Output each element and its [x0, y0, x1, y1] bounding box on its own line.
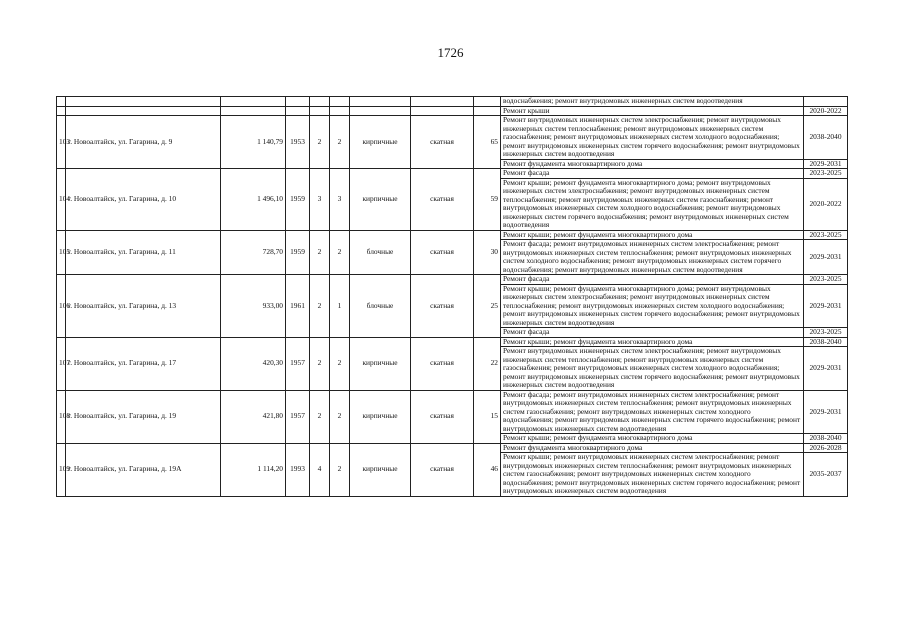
row-number: 106: [57, 275, 66, 338]
work-description: Ремонт внутридомовых инженерных систем электроснабжения; ремонт внутридомовых инженерных систем теплоснабжения; ремонт внутридомовых инженерных систем газоснабжения; ремонт внутридомовых инженерных систем холодного водоснабжения; ремонт внутридомовых инженерных систем горячего водоснабжения; ремонт внутридомовых инженерных систем водоотведения: [501, 347, 804, 391]
roof-type: скатная: [411, 443, 474, 496]
wear-percent: 30: [474, 230, 501, 275]
work-description: Ремонт крыши; ремонт фундамента многоквартирного дома: [501, 434, 804, 444]
build-year: 1953: [286, 116, 310, 169]
work-description: Ремонт фасада: [501, 328, 804, 338]
entrances-count: 2: [330, 390, 350, 443]
house-area: 1 496,10: [221, 169, 286, 231]
house-area: 1 114,20: [221, 443, 286, 496]
work-description: водоснабжения; ремонт внутридомовых инженерных систем водоотведения: [501, 97, 804, 107]
continuation-row: [57, 97, 848, 107]
row-number: 105: [57, 230, 66, 275]
roof-type: скатная: [411, 390, 474, 443]
wall-material: кирпичные: [350, 116, 411, 169]
roof-type: скатная: [411, 337, 474, 390]
wear-percent: 59: [474, 169, 501, 231]
floors-count: 2: [310, 390, 330, 443]
house-address: г. Новоалтайск, ул. Гагарина, д. 10: [66, 169, 221, 231]
work-years: 2029-2031: [804, 240, 848, 275]
work-years: 2038-2040: [804, 434, 848, 444]
empty-cell: [330, 106, 350, 116]
work-description: Ремонт крыши; ремонт фундамента многоквартирного дома: [501, 230, 804, 240]
house-area: 728,70: [221, 230, 286, 275]
house-address: г. Новоалтайск, ул. Гагарина, д. 19А: [66, 443, 221, 496]
table-row: [57, 275, 848, 285]
work-description: Ремонт фасада: [501, 169, 804, 179]
work-description: Ремонт крыши; ремонт внутридомовых инженерных систем электроснабжения; ремонт внутридомовых инженерных систем теплоснабжения; ремонт внутридомовых инженерных систем газоснабжения; ремонт внутридомовых инженерных систем холодного водоснабжения; ремонт внутридомовых инженерных систем горячего водоснабжения; ремонт внутридомовых инженерных систем водоотведения: [501, 453, 804, 497]
page-number: 1726: [437, 45, 464, 60]
house-address: г. Новоалтайск, ул. Гагарина, д. 17: [66, 337, 221, 390]
work-years: 2029-2031: [804, 347, 848, 391]
build-year: 1959: [286, 230, 310, 275]
empty-cell: [411, 106, 474, 116]
work-years: 2020-2022: [804, 106, 848, 116]
house-area: 933,00: [221, 275, 286, 338]
work-years: 2038-2040: [804, 116, 848, 160]
house-area: 421,80: [221, 390, 286, 443]
wall-material: блочные: [350, 275, 411, 338]
house-address: г. Новоалтайск, ул. Гагарина, д. 19: [66, 390, 221, 443]
floors-count: 3: [310, 169, 330, 231]
entrances-count: 3: [330, 169, 350, 231]
floors-count: 2: [310, 337, 330, 390]
entrances-count: 2: [330, 116, 350, 169]
work-years: 2026-2028: [804, 443, 848, 453]
empty-cell: [310, 106, 330, 116]
work-years: [804, 97, 848, 107]
work-years: 2023-2025: [804, 169, 848, 179]
work-description: Ремонт фасада; ремонт внутридомовых инженерных систем электроснабжения; ремонт внутридомовых инженерных систем теплоснабжения; ремонт внутридомовых инженерных систем холодного водоснабжения; ремонт внутридомовых инженерных систем горячего водоснабжения; ремонт внутридомовых инженерных систем водоотведения: [501, 240, 804, 275]
table-row: [57, 390, 848, 434]
work-years: 2038-2040: [804, 337, 848, 347]
row-number: 107: [57, 337, 66, 390]
wall-material: кирпичные: [350, 169, 411, 231]
empty-cell: [350, 106, 411, 116]
empty-cell: [57, 106, 66, 116]
roof-type: скатная: [411, 116, 474, 169]
wear-percent: 15: [474, 390, 501, 443]
work-description: Ремонт фундамента многоквартирного дома: [501, 159, 804, 169]
floors-count: 2: [310, 275, 330, 338]
housing-repair-table: [56, 96, 848, 497]
house-address: г. Новоалтайск, ул. Гагарина, д. 13: [66, 275, 221, 338]
work-years: 2023-2025: [804, 275, 848, 285]
wear-percent: 22: [474, 337, 501, 390]
work-years: 2029-2031: [804, 159, 848, 169]
row-number: 103: [57, 116, 66, 169]
work-years: 2035-2037: [804, 453, 848, 497]
work-description: Ремонт фасада: [501, 275, 804, 285]
work-description: Ремонт фасада; ремонт внутридомовых инженерных систем электроснабжения; ремонт внутридомовых инженерных систем теплоснабжения; ремонт внутридомовых инженерных систем газоснабжения; ремонт внутридомовых инженерных систем холодного водоснабжения; ремонт внутридомовых инженерных систем горячего водоснабжения; ремонт внутридомовых инженерных систем водоотведения: [501, 390, 804, 434]
build-year: 1957: [286, 390, 310, 443]
row-number: 108: [57, 390, 66, 443]
work-years: 2020-2022: [804, 178, 848, 230]
row-number: 109: [57, 443, 66, 496]
floors-count: 2: [310, 116, 330, 169]
wall-material: кирпичные: [350, 337, 411, 390]
wall-material: кирпичные: [350, 443, 411, 496]
work-description: Ремонт крыши; ремонт фундамента многоквартирного дома: [501, 337, 804, 347]
empty-cell: [286, 106, 310, 116]
entrances-count: 2: [330, 337, 350, 390]
roof-type: скатная: [411, 169, 474, 231]
roof-type: скатная: [411, 275, 474, 338]
wall-material: блочные: [350, 230, 411, 275]
work-description: Ремонт фундамента многоквартирного дома: [501, 443, 804, 453]
work-years: 2023-2025: [804, 328, 848, 338]
house-area: 1 140,79: [221, 116, 286, 169]
build-year: 1959: [286, 169, 310, 231]
wear-percent: 65: [474, 116, 501, 169]
wall-material: кирпичные: [350, 390, 411, 443]
wear-percent: 46: [474, 443, 501, 496]
floors-count: 2: [310, 230, 330, 275]
entrances-count: 2: [330, 443, 350, 496]
entrances-count: 1: [330, 275, 350, 338]
table-row: [57, 116, 848, 160]
work-description: Ремонт крыши: [501, 106, 804, 116]
entrances-count: 2: [330, 230, 350, 275]
row-number: 104: [57, 169, 66, 231]
work-description: Ремонт крыши; ремонт фундамента многоквартирного дома; ремонт внутридомовых инженерных систем электроснабжения; ремонт внутридомовых инженерных систем теплоснабжения; ремонт внутридомовых инженерных систем холодного водоснабжения; ремонт внутридомовых инженерных систем горячего водоснабжения; ремонт внутридомовых инженерных систем водоотведения: [501, 284, 804, 328]
build-year: 1957: [286, 337, 310, 390]
wear-percent: 25: [474, 275, 501, 338]
table-row: [57, 169, 848, 179]
floors-count: 4: [310, 443, 330, 496]
house-address: г. Новоалтайск, ул. Гагарина, д. 9: [66, 116, 221, 169]
work-description: Ремонт внутридомовых инженерных систем электроснабжения; ремонт внутридомовых инженерных систем теплоснабжения; ремонт внутридомовых инженерных систем газоснабжения; ремонт внутридомовых инженерных систем холодного водоснабжения; ремонт внутридомовых инженерных систем горячего водоснабжения; ремонт внутридомовых инженерных систем водоотведения: [501, 116, 804, 160]
empty-cell: [66, 106, 221, 116]
empty-cell: [474, 106, 501, 116]
house-address: г. Новоалтайск, ул. Гагарина, д. 11: [66, 230, 221, 275]
roof-type: скатная: [411, 230, 474, 275]
work-years: 2029-2031: [804, 284, 848, 328]
build-year: 1993: [286, 443, 310, 496]
work-description: Ремонт крыши; ремонт фундамента многоквартирного дома; ремонт внутридомовых инженерных систем электроснабжения; ремонт внутридомовых инженерных систем теплоснабжения; ремонт внутридомовых инженерных систем газоснабжения; ремонт внутридомовых инженерных систем холодного водоснабжения; ремонт внутридомовых инженерных систем горячего водоснабжения; ремонт внутридомовых инженерных систем водоотведения: [501, 178, 804, 230]
house-area: 420,30: [221, 337, 286, 390]
build-year: 1961: [286, 275, 310, 338]
empty-cell: [221, 106, 286, 116]
work-years: 2023-2025: [804, 230, 848, 240]
work-years: 2029-2031: [804, 390, 848, 434]
